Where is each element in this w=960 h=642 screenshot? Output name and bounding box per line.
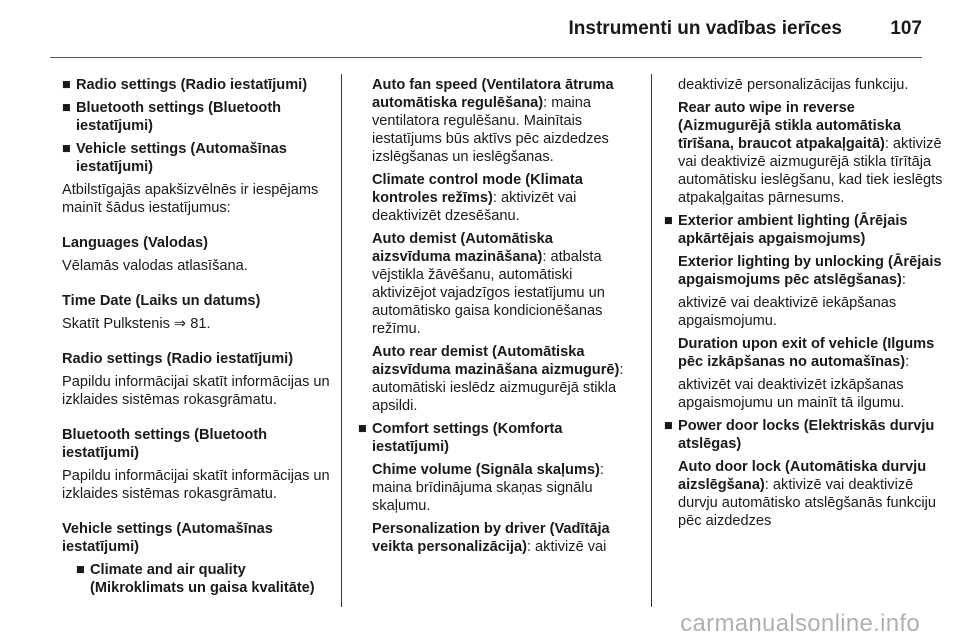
bullet-icon: ■ (664, 213, 673, 229)
setting-item: Chime volume (Signāla skaļums): maina brīdinājuma skaņas signālu skaļumu. (372, 462, 604, 514)
bullet-icon: ■ (76, 562, 85, 578)
intro-text: Atbilstīgajās apakšizvēlnēs ir iespējams mainīt šādus iestatījumus: (62, 182, 319, 216)
setting-item: Auto door lock (Automātiska durvju aizslēgšana): aktivizē vai deaktivizē durvju automātisko atslēgšanās funkciju pēc aizdedzes (678, 459, 936, 529)
setting-item: Personalization by driver (Vadītāja veikta personalizācija): aktivizē vai (372, 521, 610, 555)
section-text: Skatīt Pulkstenis ⇒ 81. (62, 316, 211, 332)
watermark: carmanualsonline.info (680, 610, 920, 637)
list-item: ■ Climate and air quality (Mikroklimats un gaisa kvalitāte) (76, 562, 315, 596)
list-item: ■ Exterior ambient lighting (Ārējais apkārtējais apgaismojums) (664, 213, 908, 247)
column-2 (358, 76, 634, 561)
list-item: ■ Bluetooth settings (Bluetooth iestatījumi) (62, 100, 282, 134)
list-item: ■ Power door locks (Elektriskās durvju atslēgas) (664, 418, 935, 452)
setting-item: Duration upon exit of vehicle (Ilgums pēc izkāpšanas no automašīnas): (678, 336, 935, 370)
bullet-icon: ■ (62, 141, 71, 157)
section-heading: Time Date (Laiks un datums) (62, 293, 261, 309)
setting-item: Auto demist (Automātiska aizsvīduma mazināšana): atbalsta vējstikla žāvēšanu, automātiski aktivizējot vajadzīgos iestatījumu un automātisko gaisa kondicionēšanas režīmu. (372, 231, 605, 337)
header-rule (50, 57, 922, 58)
column-1 (62, 76, 330, 602)
setting-text: aktivizē vai deaktivizē iekāpšanas apgaismojumu. (678, 295, 897, 329)
section-text: Papildu informācijai skatīt informācijas un izklaides sistēmas rokasgrāmatu. (62, 468, 330, 502)
column-divider-2 (651, 74, 652, 607)
column-divider-1 (341, 74, 342, 607)
continued-text: deaktivizē personalizācijas funkciju. (678, 77, 909, 93)
list-item: ■ Comfort settings (Komforta iestatījumi) (358, 421, 563, 455)
setting-item: Climate control mode (Klimata kontroles režīms): aktivizēt vai deaktivizēt dzesēšanu. (372, 172, 583, 224)
bullet-icon: ■ (62, 100, 71, 116)
setting-item: Auto rear demist (Automātiska aizsvīduma mazināšana aizmugurē): automātiski ieslēdz aizmugurējā stikla apsildi. (372, 344, 624, 414)
section-heading: Languages (Valodas) (62, 235, 208, 251)
list-item: ■ Radio settings (Radio iestatījumi) (62, 77, 308, 93)
setting-text: aktivizēt vai deaktivizēt izkāpšanas apgaismojumu un mainīt tā ilgumu. (678, 377, 905, 411)
bullet-icon: ■ (664, 418, 673, 434)
setting-item: Exterior lighting by unlocking (Ārējais apgaismojums pēc atslēgšanas): (678, 254, 942, 288)
bullet-icon: ■ (358, 421, 367, 437)
section-text: Vēlamās valodas atlasīšana. (62, 258, 248, 274)
column-3 (664, 76, 944, 535)
list-item: ■ Vehicle settings (Automašīnas iestatījumi) (62, 141, 287, 175)
header-title: Instrumenti un vadības ierīces (568, 18, 842, 39)
bullet-icon: ■ (62, 77, 71, 93)
section-heading: Bluetooth settings (Bluetooth iestatījumi) (62, 427, 268, 461)
setting-item: Rear auto wipe in reverse (Aizmugurējā stikla automātiska tīrīšana, braucot atpakaļgaitā): aktivizē vai deaktivizē aizmugurējā stikla tīrītāja automātisku ieslēgšanu, kad tiek ieslēgts atpakaļgaitas pārnesums. (678, 100, 943, 206)
section-heading: Vehicle settings (Automašīnas iestatījumi) (62, 521, 273, 555)
section-heading: Radio settings (Radio iestatījumi) (62, 351, 294, 367)
setting-item: Auto fan speed (Ventilatora ātruma automātiska regulēšana): maina ventilatora regulēšanu. Mainītais iestatījums būs aktīvs pēc aizdedzes izslēgšanas un ieslēgšanas. (372, 77, 614, 165)
section-text: Papildu informācijai skatīt informācijas un izklaides sistēmas rokasgrāmatu. (62, 374, 330, 408)
page-number: 107 (890, 18, 922, 39)
page-header (0, 0, 960, 58)
